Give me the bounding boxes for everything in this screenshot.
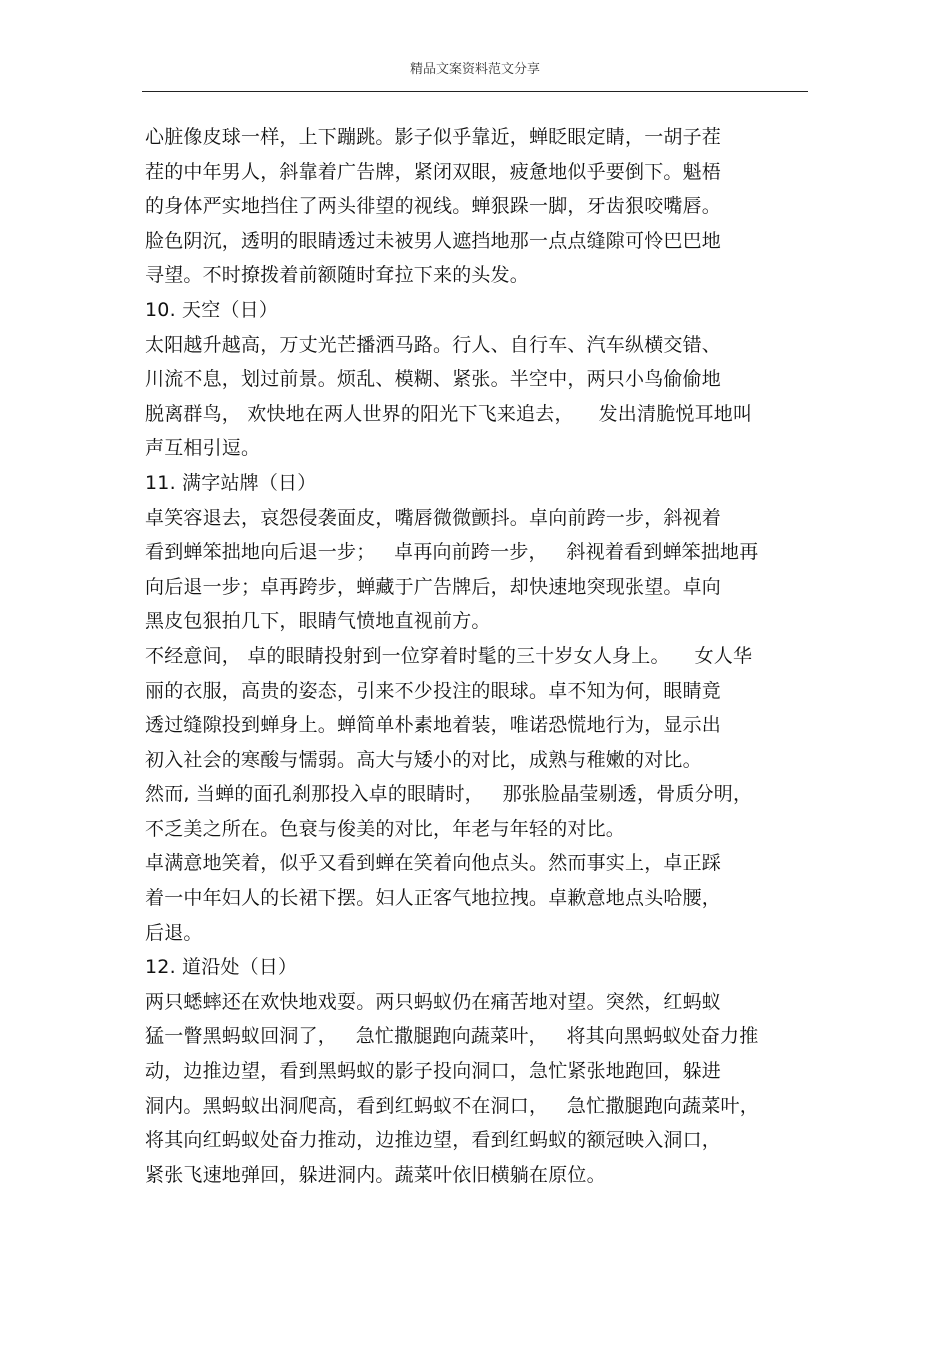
text-line: 声互相引逗。 (145, 437, 261, 460)
header-rule (142, 91, 808, 92)
text-line: 紧张飞速地弹回，躲进洞内。蔬菜叶依旧横躺在原位。 (145, 1163, 606, 1186)
text-line: 洞内。黑蚂蚁出洞爬高，看到红蚂蚁不在洞口， 急忙撒腿跑向蔬菜叶， (145, 1094, 759, 1117)
text-line: 初入社会的寒酸与懦弱。高大与矮小的对比，成熟与稚嫩的对比。 (145, 748, 702, 771)
text-line: 脱离群鸟， 欢快地在两人世界的阳光下飞来追去， 发出清脆悦耳地叫 (145, 402, 753, 425)
text-line: 看到蝉笨拙地向后退一步； 卓再向前跨一步， 斜视着看到蝉笨拙地再 (145, 541, 759, 564)
section-heading: 12. 道沿处（日） (145, 956, 298, 979)
text-line: 然而, 当蝉的面孔刹那投入卓的眼睛时， 那张脸晶莹剔透，骨质分明， (145, 783, 753, 806)
text-line: 着一中年妇人的长裙下摆。妇人正客气地拉拽。卓歉意地点头哈腰， (145, 887, 722, 910)
text-line: 将其向红蚂蚁处奋力推动，边推边望，看到红蚂蚁的额冠映入洞口， (145, 1129, 722, 1152)
text-line: 川流不息，划过前景。烦乱、模糊、紧张。半空中，两只小鸟偷偷地 (145, 368, 722, 391)
text-line: 卓满意地笑着，似乎又看到蝉在笑着向他点头。然而事实上，卓正踩 (145, 852, 722, 875)
text-line: 两只蟋蟀还在欢快地戏耍。两只蚂蚁仍在痛苦地对望。突然，红蚂蚁 (145, 990, 722, 1013)
text-line: 太阳越升越高，万丈光芒播洒马路。行人、自行车、汽车纵横交错、 (145, 333, 722, 356)
text-line: 脸色阴沉，透明的眼睛透过未被男人遮挡地那一点点缝隙可怜巴巴地 (145, 229, 722, 252)
text-line: 丽的衣服，高贵的姿态，引来不少投注的眼球。卓不知为何，眼睛竟 (145, 679, 722, 702)
text-line: 寻望。不时撩拨着前额随时耷拉下来的头发。 (145, 264, 530, 287)
section-heading: 11. 满字站牌（日） (145, 471, 317, 494)
page-header: 精品文案资料范文分享 (409, 62, 540, 77)
text-line: 动，边推边望，看到黑蚂蚁的影子投向洞口，急忙紧张地跑回，躲进 (145, 1060, 722, 1083)
text-line: 黑皮包狠拍几下，眼睛气愤地直视前方。 (145, 610, 491, 633)
text-line: 透过缝隙投到蝉身上。蝉简单朴素地着装，唯诺恐慌地行为，显示出 (145, 714, 722, 737)
text-line: 后退。 (145, 921, 203, 944)
section-heading: 10. 天空（日） (145, 298, 279, 321)
text-line: 不经意间， 卓的眼睛投射到一位穿着时髦的三十岁女人身上。 女人华 (145, 644, 753, 667)
text-line: 的身体严实地挡住了两头徘望的视线。蝉狠跺一脚，牙齿狠咬嘴唇。 (145, 195, 722, 218)
text-line: 心脏像皮球一样，上下蹦跳。影子似乎靠近，蝉眨眼定睛，一胡子茬 (145, 126, 722, 148)
text-line: 卓笑容退去，哀怨侵袭面皮，嘴唇微微颤抖。卓向前跨一步，斜视着 (145, 506, 722, 529)
text-line: 猛一瞥黑蚂蚁回洞了， 急忙撒腿跑向蔬菜叶， 将其向黑蚂蚁处奋力推 (145, 1025, 759, 1048)
text-line: 茬的中年男人，斜靠着广告牌，紧闭双眼，疲惫地似乎要倒下。魁梧 (145, 160, 722, 183)
document-body (145, 120, 815, 1192)
text-line: 不乏美之所在。色衰与俊美的对比，年老与年轻的对比。 (145, 817, 626, 840)
text-line: 向后退一步；卓再跨步，蝉藏于广告牌后，却快速地突现张望。卓向 (145, 575, 722, 598)
